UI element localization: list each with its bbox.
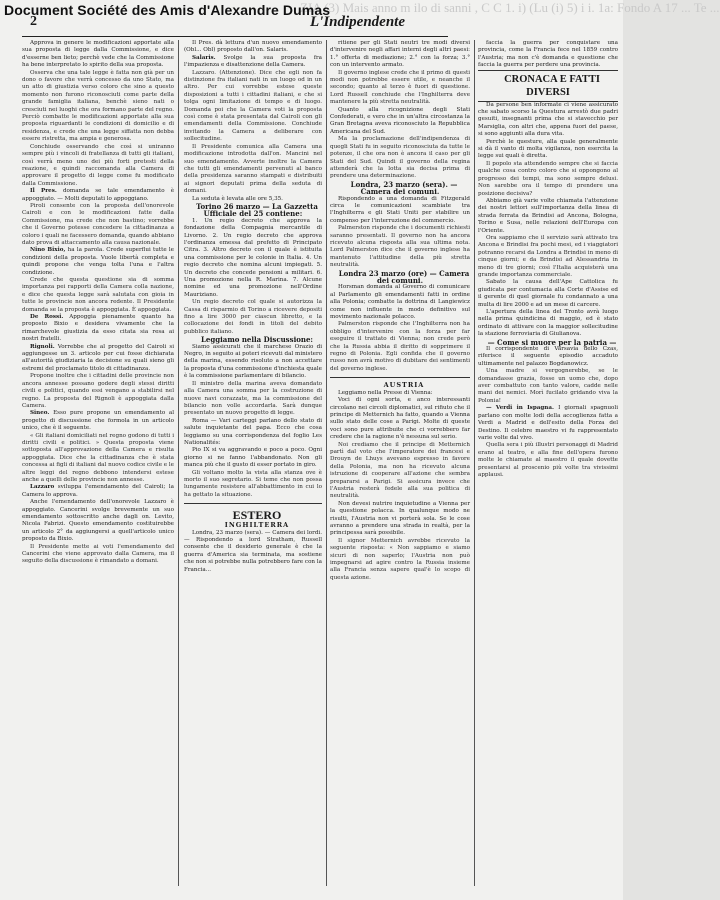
- speech-text: ha la parola. Crede superflui tutte le condizioni della proposta. Vuole libertà completa e quindi propone che venga tolta l'una e l'altra condizione.: [22, 247, 174, 276]
- col3-text-1: Quanto alla ricognizione degli Stati Confederati, e vero che in un'altra circostanza la Gran Bretagna aveva riconosciuto la Repubblica Americana del Sud.: [330, 106, 470, 135]
- watermark: Document Société des Amis d'Alexandre Dumas: [4, 2, 331, 18]
- col3-filler-2: Ma la proclamazione dell'indipendenza di quegli Stati fu in seguito riconosciuta da tutte le potenze, il che ora non è ancora il caso per gli Stati del Sud. Quindi il governo della regina attenderà che la lotta sia decisa prima di prendere una determinazione.: [330, 136, 470, 180]
- column-3: [330, 40, 470, 886]
- col1-para-1: [22, 188, 174, 203]
- column-divider: [326, 40, 327, 886]
- section-rule: [184, 503, 322, 504]
- col3-text-2: Rispondendo a una domanda di Fitzgerald circa le comunicazioni scambiate tra l'Inghilterra e gli Stati Uniti per stabilire un compenso per l'interruzione del commercio.: [330, 195, 470, 224]
- col4-filler-1: Il popolo sta attendendo sempre che si faccia qualche cosa contro coloro che si oppongono al progresso dei tempi, ma sono sempre delusi. Non sarebbe ora il tempo di prendere una posizione decisiva?: [478, 160, 618, 197]
- col4-perche: Perchè le questure, alla quale generalmente si dà il vanto di molta vigilanza, non esercita la legge sui quali è diretta.: [478, 138, 618, 160]
- torino-heading: Torino 26 marzo — La Gazzetta Ufficiale del 25 contiene:: [196, 201, 318, 219]
- come-heading: — Come si muore per la patria —: [487, 337, 617, 347]
- col2-para-1: [184, 55, 322, 70]
- col2-roma-text: Pio IX si va aggravando e poco a poco. Ogni giorno si ne fanno l'abbandonato. Non gli manca più che il gusto di esser portato in giro.: [184, 447, 322, 469]
- austria-heading: AUSTRIA: [383, 381, 425, 390]
- col1-closing: Anche l'emendamento dell'onorevole Lazzaro è appoggiato. Cancerini svolge brevemente un suo emendamento sottoscritto anche dagli on. Levito, Nicola Fabrizi. Questo emendamento costituirebbe un articolo 2° da aggiungersi a quell'articolo unico proposto da Bixio.: [22, 499, 174, 543]
- col4-lead: faccia la guerra per conquistare una provincia, come la Francia fece nel 1859 contro l'Austria; ma non c'è domanda e questione che faccia la guerra per perdere una provincia.: [478, 40, 618, 69]
- col1-filler-7: Il Presidente mette ai voti l'emendamento del Cancerini che viene approvato dalla Camera, ma il seguito della discussione è rimandato a domani.: [22, 543, 174, 565]
- col2-londra: Londra, 23 marzo (sera). — Camera dei lordi. — Rispondendo a lord Stratham, Russell consente che il desiderio generale è che la guerra d'America sia terminata, ma sostiene che non si potrebbe nulla potrebbero fare con la Francia...: [184, 529, 322, 573]
- column-1: [22, 40, 174, 886]
- col4-apertura: L'apertura della linea del Tronto avrà luogo nella prima quindicina di maggio, ed è stato ordinato di attivare con la maggior sollecitudine la stazione ferroviaria di Giulianova.: [478, 309, 618, 338]
- col1-filler-3: Piroli consente con la proposta dell'onorevole Cairoli e con le modificazioni fatte dalla Commissione, ma crede che non bastino; vorrebbe che il Governo potesse concedere la cittadinanza a coloro i quali ne facessero domanda, quando abbiano dato prova di attaccamento alla causa nazionale.: [22, 202, 174, 246]
- londra-2-heading: Londra, 23 marzo (sera). — Camera dei comuni.: [350, 179, 458, 197]
- column-4: [478, 40, 618, 886]
- col1-filler-4: Crede che questa questione sia di somma importanza pei rapporti della Camera colla nazione, e dice che questa legge sarà salutata con gioia in tutte le provincie non ancora redente. Il Presidente domanda se la proposta è appoggiata. È appoggiata.: [22, 277, 174, 313]
- col1-para-6: [22, 484, 174, 499]
- speaker-name: Sineo.: [30, 410, 50, 417]
- cronaca-heading: CRONACA E FATTI DIVERSI: [478, 70, 618, 102]
- page-number: 2: [30, 14, 37, 29]
- col1-filler-5: Propone inoltre che i cittadini delle provincie non ancora annesse possano godere degli stessi diritti civili e politici, quando essi vengano a stabilirsi nel regno. La proposta del Rignoli è appoggiata dalla Camera.: [22, 373, 174, 409]
- col1-para-2: [22, 247, 174, 277]
- bleed-through-text: ZIA (3) Mais anno m ilo di sanni , C C 1. i) (Lu (i) 5) i i. 1a: Fondo A 17 ... Te ...: [300, 0, 720, 15]
- newspaper-title: L'Indipendente: [310, 14, 406, 30]
- col1-filler: Osserva che una tale legge è fatta non già per un dono o favore che verrà concesso da uno Stato, ma un atto di giustizia verso coloro che sino a questo momento non furono riconosciuti come parte della grande famiglia italiana, benchè sieno nati o cresciuti nei luoghi che ora formano parte del regno. Perciò combatte le modificazioni apportate alla sua proposta riguardanti le condizioni di domicilio e di residenza, e crede che una legge siffatta non debba essere ristretta, ma ampia e generosa.: [22, 69, 174, 143]
- speaker-name: Il Pres.: [30, 188, 57, 195]
- col3-filler-1: Il governo inglese crede che il primo di questi modi non potrebbe essere utile, e neanche il secondo; quanto al terzo è fuori di questione. Lord Russell conchiude che l'Inghilterra deve mantenere la più stretta neutralità.: [330, 69, 470, 106]
- verdi-text: I giornali spagnuoli parlano con molte lodi della accoglienza fatta a Verdi a Madrid e dell'esito della Forza del Destino. Il celebre maestro vi fu rappresentato varie volte dal vivo.: [478, 405, 618, 441]
- col3-austria-lead: Leggiamo nella Presse di Vienna:: [338, 389, 433, 396]
- col1-para-4: [22, 344, 174, 374]
- section-rule: [330, 377, 470, 378]
- leggiamo-heading: Leggiamo nella Discussione:: [200, 335, 314, 345]
- col1-filler-6: « Gli italiani domiciliati nel regno godono di tutti i diritti civili e politici. » Questa proposta viene sottoposta all'approvazione della Camera e risulta appoggiata. Dice che la cittadinanza che è stata concessa ai figli di italiani dal nuovo codice civile e le altre leggi del regno debbono intendersi estese anche a quelli delle provincie non annesse.: [22, 432, 174, 483]
- col2-filler-5: Gli voltano molto la vista alla stanza ove è morto il suo segretario. Si teme che non possa lungamente resistere all'abbattimento in cui lo ha gettato la situazione.: [184, 469, 322, 498]
- col2-lead: Il Pres. dà lettura d'un nuovo emendamento (Obl... Obl) proposto dall'on. Salaris.: [184, 40, 322, 54]
- col1-lead: Approva in genere le modificazioni apportate alla sua proposta di legge dalla Commissione, e dice d'esserne ben lieto; perchè vede che la Commissione ha bene interpretato lo spirito della sua proposta.: [22, 40, 174, 69]
- column-divider: [474, 40, 475, 886]
- speaker-name: Rignoli.: [30, 343, 55, 350]
- col2-voting: La seduta è levata alle ore 5,35.: [192, 195, 283, 202]
- col3-filler-4: Palmerston risponde che l'Inghilterra non ha obbligo d'intervenire con la forza per far eseguire il trattato di Vienna; non crede però che la Russia abbia il diritto di sopprimere il regno di Polonia. Egli confida che il governo russo non avrà motivo di dubitare dei sentimenti del governo inglese.: [330, 321, 470, 372]
- col3-lead: ritiene per gli Stati neutri tre modi diversi d'intervenire negli affari interni degli altri paesi: 1.° offerta di mediazione; 2.° con la forza; 3.° con un intervento armato.: [330, 40, 470, 69]
- speech-text: Svolge la sua proposta fra l'impazienza e disattenzione della Camera.: [184, 54, 322, 69]
- col1-para-5: [22, 410, 174, 432]
- col1-filler-2: Conchiude osservando che così si uniranno sempre più i vincoli di fratellanza di tutti gli italiani, così verrà meno uno dei più forti pretesti della reazione, e quindi raccomanda alla Camera di approvare il progetto di legge come fu modificato dalla Commissione.: [22, 143, 174, 187]
- speech-text: domanda se tale emendamento è appoggiato. — Molti deputati lo appoggiano.: [22, 188, 175, 202]
- col1-para-3: [22, 314, 174, 344]
- col3-filler-6: Il signor Metternich avrebbe ricevuto la seguente risposta: « Non sappiamo e siamo sicuri di non saperlo; l'Austria non può impegnarsi ad agire contro la Russia insieme alla Francia senza sapere qual'è lo scopo di questa azione.: [330, 537, 470, 581]
- inghilterra-heading: INGHILTERRA: [224, 521, 290, 530]
- col4-verdi: [478, 405, 618, 442]
- header-rule: [22, 36, 448, 37]
- col2-filler-1: Lazzaro. (Attenzione). Dice che egli non fa distinzione fra italiani nati in un luogo od in un altro. Per cui vorrebbe estese queste disposizioni a tutti i cittadini italiani, e che si tolga ogni limitazione di tempo e di luogo. Domanda poi che la Camera voti la proposta così come è stata presentata dal Cairoli con gli emendamenti della Commissione. Conchiude invitando la Camera a deliberare con sollecitudine.: [184, 69, 322, 143]
- speech-text: Vorrebbe che al progetto del Cairoli si aggiungesse un 3. articolo per cui fosse dichiarata all'autorità giudiziaria la decisione su quali sieno gli estremi del proclamato titolo di cittadinanza.: [22, 343, 174, 372]
- column-2: [184, 40, 322, 886]
- speaker-name: De Rossi.: [30, 314, 64, 321]
- col3-austria-closing: Non devesi nutrire inquietudine a Vienna per la questione polacca. In qualunque modo ne risulti, l'Austria non vi porterà sola. Se le cose avranno a prendere una strada in realtà, per la principessa sarà possibile.: [330, 500, 470, 537]
- col2-torino-items: 1. Un regio decreto che approva la fondazione della Compagnia mercantile di Livorno. 2. Un regio decreto che approva l'ordinanza emessa dal prefetto di Principato Citra. 3. Altro decreto con il quale è istituita una commissione per le colonie in Italia. 4. Un regio decreto che nomina alcuni impiegati. 5. Un decreto che concede pensioni a militari. 6. Una promozione nella R. Marina. 7. Alcune nomine ed una promozione nell'Ordine Mauriziano.: [184, 217, 322, 298]
- col2-filler-2: Il Presidente comunica alla Camera una modificazione introdotta dall'on. Mancini nel suo emendamento. Avverte inoltre la Camera che tutti gli emendamenti pervenuti al banco della presidenza saranno stampati e distribuiti ai signori deputati prima della seduta di domani.: [184, 143, 322, 195]
- speech-text: Appoggia pienamente quanto ha proposto Bixio e desidera vivamente che la rimarchevole giustizia da esso citata sia resa ai nostri fratelli.: [22, 314, 174, 343]
- speech-text: sviluppa l'emendamento del Cairoli; la Camera lo approva.: [22, 484, 175, 498]
- col2-roma: Roma — Vari carteggi parlano dello stato di salute inquietante del papa. Ecco che cosa leggiamo su una corrispondenza del foglio Les Nationalités:: [184, 417, 322, 446]
- col4-cronaca-text: Da persone ben informate ci viene assicurato che sabato scorso la Questura arrestò due padri gesuiti, insegnanti prima che si stavecchio per Marsiglia, con altri che, appena fuori del paese, si sono aggiunti alla dura vita.: [478, 101, 618, 138]
- col3-austria-text: Voci di ogni sorta, e anco interessanti circolano nei circoli diplomatici, sul rifiuto che il principe di Metternich ha fatto, quando a Vienna sullo stato delle cose a Parigi. Molte di queste voci sono pure attribuite che ci vorrebbero far credere che la ragione n'è nessuna sul serio.: [330, 397, 470, 441]
- speech-text: Esso pure propone un emendamento al progetto di discussione che formola in un articolo unico, che è il seguente.: [22, 410, 175, 432]
- col4-filler-2: Ora sappiamo che il servizio sarà attivato tra Ancona e Brindisi fra pochi mesi, ed i viaggiatori potranno recarsi da Londra a Brindisi in meno di cinque giorni; e da Brindisi ad Alessandria in meno di tre giorni; così l'Italia acquisterà una grande importanza commerciale.: [478, 234, 618, 278]
- col2-filler-4: Il ministro della marina aveva domandato alla Camera una somma per la costruzione di nuove navi corazzate, ma la commissione del bilancio non volle accordarla. Sarà dunque presentato un nuovo progetto di legge.: [184, 380, 322, 417]
- col2-filler-3: Un regio decreto col quale si autorizza la Cassa di risparmio di Torino a ricevere depositi fino a lire 3000 per ciascun libretto, e la collocazione dei fondi in titoli del debito pubblico italiano.: [184, 299, 322, 335]
- col3-filler-3: Palmerston risponde che i documenti richiesti saranno presentati. Il governo non ha ancora ricevuto alcuna risposta alla sua ultima nota. Lord Palmerston dice che il governo inglese ha mantenuto l'attitudine della più stretta neutralità.: [330, 225, 470, 269]
- col4-abbiamo: Abbiamo già varie volte chiamata l'attenzione dei nostri lettori sull'importanza della linea di strada ferrata da Brindisi ad Ancona, Bologna, Torino e Susa, nelle relazioni dell'Europa con l'Oriente.: [478, 197, 618, 234]
- col4-come-text: Il corrispondente di Varsavia dello Czas, riferisce il seguente episodio accaduto ultimamente nel palazzo Bogdanowicz.: [478, 346, 618, 367]
- speaker-name: Nino Bixio,: [30, 247, 66, 254]
- col4-sabato: Sabato la causa dell'Ape Cattolica fu giudicata per contumacia alla Corte d'Assise ed il gerente di quel giornale fu condannato a una multa di lire 2000 e ad un mese di carcere.: [478, 279, 618, 308]
- londra-3-heading: Londra 23 marzo (ore) — Camera dei comuni.: [338, 268, 470, 285]
- col3-text-3: Horsman domanda al Governo di comunicare al Parlamento gli emendamenti fatti in ordine alla Polonia; combatte la dottrina di Langiewicz come non influente in modo definitivo sul movimento nazionale polacco.: [330, 284, 470, 321]
- col3-filler-5: Noi crediamo che il principe di Metternich partì dal voto che l'imperatore dei francesi e Drouyn de Lhuys avevano espresso in favore della Polonia, ma non ha ricevuto alcuna istruzione di cooperare all'azione che sembra prepararsi a Parigi. Si assicura invece che l'Austria resterà fedele alla sua politica di neutralità.: [330, 441, 470, 500]
- col2-leggiamo-text: Siamo assicurati che il marchese Orazio di Negro, in seguito ai poteri ricevuti dal ministero della marina, essendo risoluto a non accettare la proposta d'una commissione d'inchiesta quale è la commissione parlamentare di bilancio.: [184, 343, 322, 380]
- col4-filler-4: Quella sera i più illustri personaggi di Madrid erano al teatro, e alla fine dell'opera furono molte le chiamate al maestro il quale dovette presentarsi al proscenio più volte tra vivissimi applausi.: [478, 442, 618, 478]
- speaker-name: Salaris.: [192, 54, 216, 61]
- verdi-heading: — Verdi in Ispagna.: [486, 405, 554, 412]
- column-divider: [178, 40, 179, 886]
- speaker-name: Lazzaro: [30, 484, 55, 491]
- estero-title: ESTERO: [232, 508, 282, 523]
- col4-filler-3: Una madre si vergognerebbe, se le domandasse grazia, fosse un uomo che, dopo aver combattuto con tanto valore, cadde nelle mani dei nemici. Morì fucilato gridando viva la Polonia!: [478, 368, 618, 404]
